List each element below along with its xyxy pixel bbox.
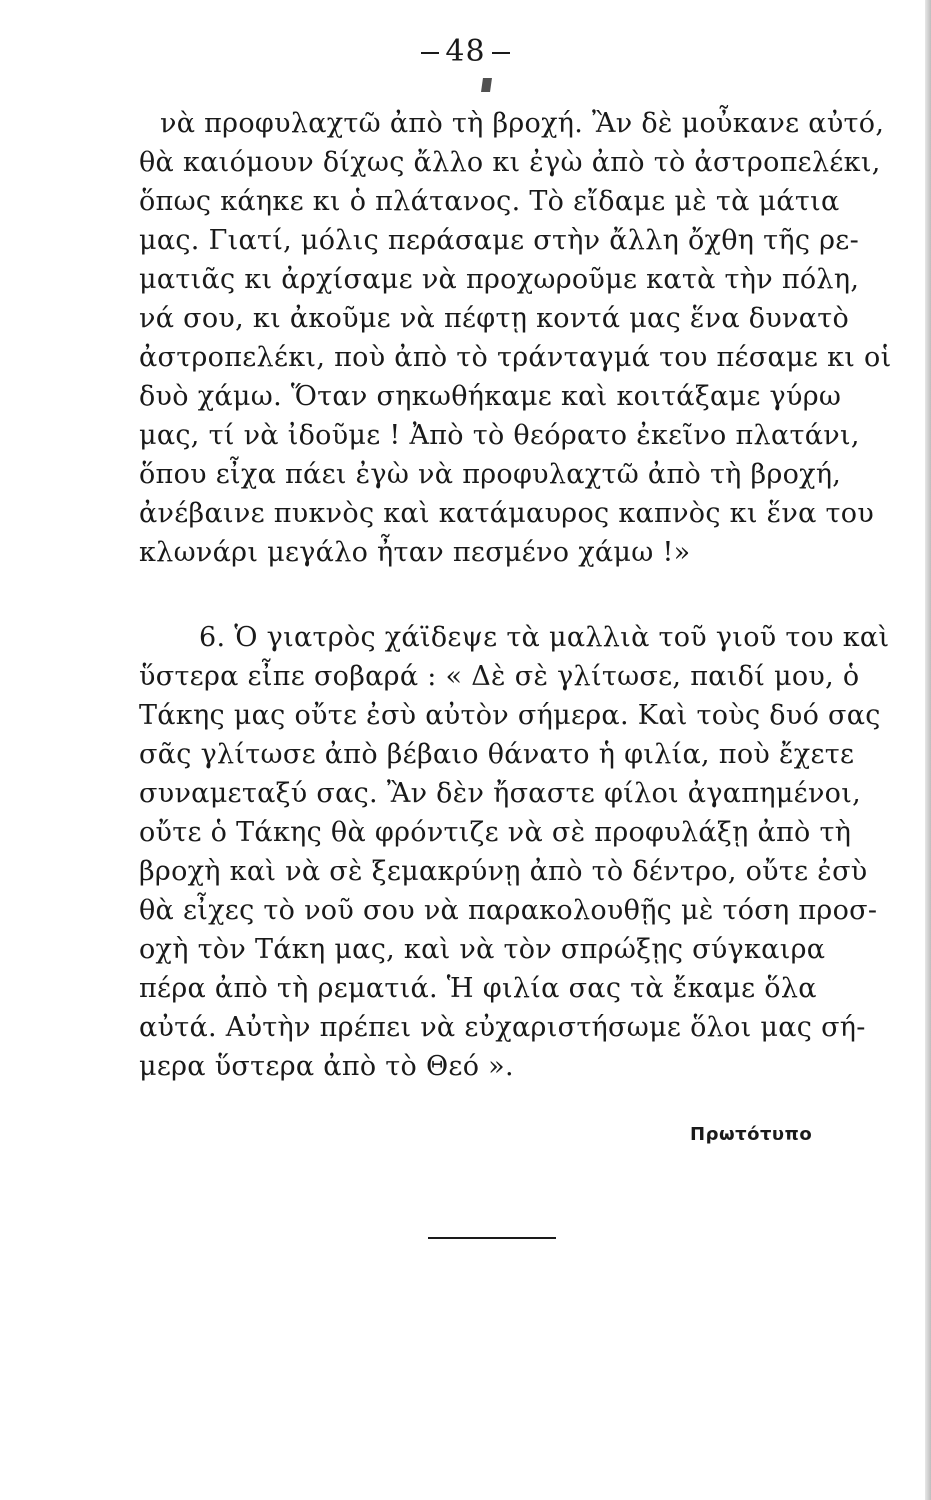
page-number-dash-right (492, 52, 510, 54)
paragraph-2-line: θὰ εἶχες τὸ νοῦ σου νὰ παρακολουθῇς μὲ τόση προσ- (139, 895, 878, 926)
ink-mark (481, 78, 492, 92)
page-number (0, 34, 931, 69)
paragraph-1-line: κλωνάρι μεγάλο ἦταν πεσμένο χάμω !» (139, 537, 691, 568)
paragraph-1-line: ἀνέβαινε πυκνὸς καὶ κατάμαυρος καπνὸς κι ἕνα του (139, 498, 875, 529)
paragraph-1-line: δυὸ χάμω. Ὅταν σηκωθήκαμε καὶ κοιτάξαμε γύρω (139, 381, 842, 412)
paragraph-1-line: νὰ προφυλαχτῶ ἀπὸ τὴ βροχή. Ἂν δὲ μοὖκανε αὐτό, (160, 108, 885, 139)
source-label: Πρωτότυπο (690, 1124, 813, 1145)
paragraph-2-line: οὔτε ὁ Τάκης θὰ φρόντιζε νὰ σὲ προφυλάξῃ ἀπὸ τὴ (139, 817, 852, 848)
closing-rule (428, 1237, 556, 1239)
paragraph-2-line: βροχὴ καὶ νὰ σὲ ξεμακρύνῃ ἀπὸ τὸ δέντρο, οὔτε ἐσὺ (139, 856, 868, 887)
paragraph-1-line: ὅπως κάηκε κι ὁ πλάτανος. Τὸ εἴδαμε μὲ τὰ μάτια (139, 186, 840, 217)
paragraph-2-line: σᾶς γλίτωσε ἀπὸ βέβαιο θάνατο ἡ φιλία, ποὺ ἔχετε (139, 739, 855, 770)
paragraph-2-line: μερα ὕστερα ἀπὸ τὸ Θεό ». (139, 1051, 514, 1082)
paragraph-1-line: μας. Γιατί, μόλις περάσαμε στὴν ἄλλη ὄχθη τῆς ρε- (139, 225, 860, 256)
paragraph-2-line: συναμεταξύ σας. Ἂν δὲν ἤσαστε φίλοι ἀγαπημένοι, (139, 778, 862, 809)
paragraph-2-line: Τάκης μας οὔτε ἐσὺ αὐτὸν σήμερα. Καὶ τοὺς δυό σας (139, 700, 881, 731)
page-number-dash-left (421, 52, 439, 54)
paragraph-1-line: νά σου, κι ἀκοῦμε νὰ πέφτῃ κοντά μας ἕνα δυνατὸ (139, 303, 850, 334)
paragraph-1-line: ματιᾶς κι ἀρχίσαμε νὰ προχωροῦμε κατὰ τὴν πόλη, (139, 264, 860, 295)
paragraph-1-line: θὰ καιόμουν δίχως ἄλλο κι ἐγὼ ἀπὸ τὸ ἀστροπελέκι, (139, 147, 881, 178)
paragraph-1-line: μας, τί νὰ ἰδοῦμε ! Ἀπὸ τὸ θεόρατο ἐκεῖνο πλατάνι, (139, 420, 860, 451)
paragraph-2-line: ὕστερα εἶπε σοβαρά : « Δὲ σὲ γλίτωσε, παιδί μου, ὁ (139, 661, 860, 692)
paragraph-2-line: πέρα ἀπὸ τὴ ρεματιά. Ἡ φιλία σας τὰ ἔκαμε ὅλα (139, 973, 817, 1004)
paragraph-2-line: αὐτά. Αὐτὴν πρέπει νὰ εὐχαριστήσωμε ὅλοι μας σή- (139, 1012, 866, 1043)
paragraph-2-line: οχὴ τὸν Τάκη μας, καὶ νὰ τὸν σπρώξῃς σύγκαιρα (139, 934, 826, 965)
page-edge-shadow (925, 0, 931, 1500)
paragraph-1-line: ὅπου εἶχα πάει ἐγὼ νὰ προφυλαχτῶ ἀπὸ τὴ βροχή, (139, 459, 842, 490)
paragraph-1-line: ἀστροπελέκι, ποὺ ἀπὸ τὸ τράνταγμά του πέσαμε κι οἱ (139, 342, 892, 373)
page-number-value: 48 (445, 34, 486, 69)
paragraph-2-line: 6. Ὁ γιατρὸς χάϊδεψε τὰ μαλλιὰ τοῦ γιοῦ του καὶ (199, 622, 890, 653)
